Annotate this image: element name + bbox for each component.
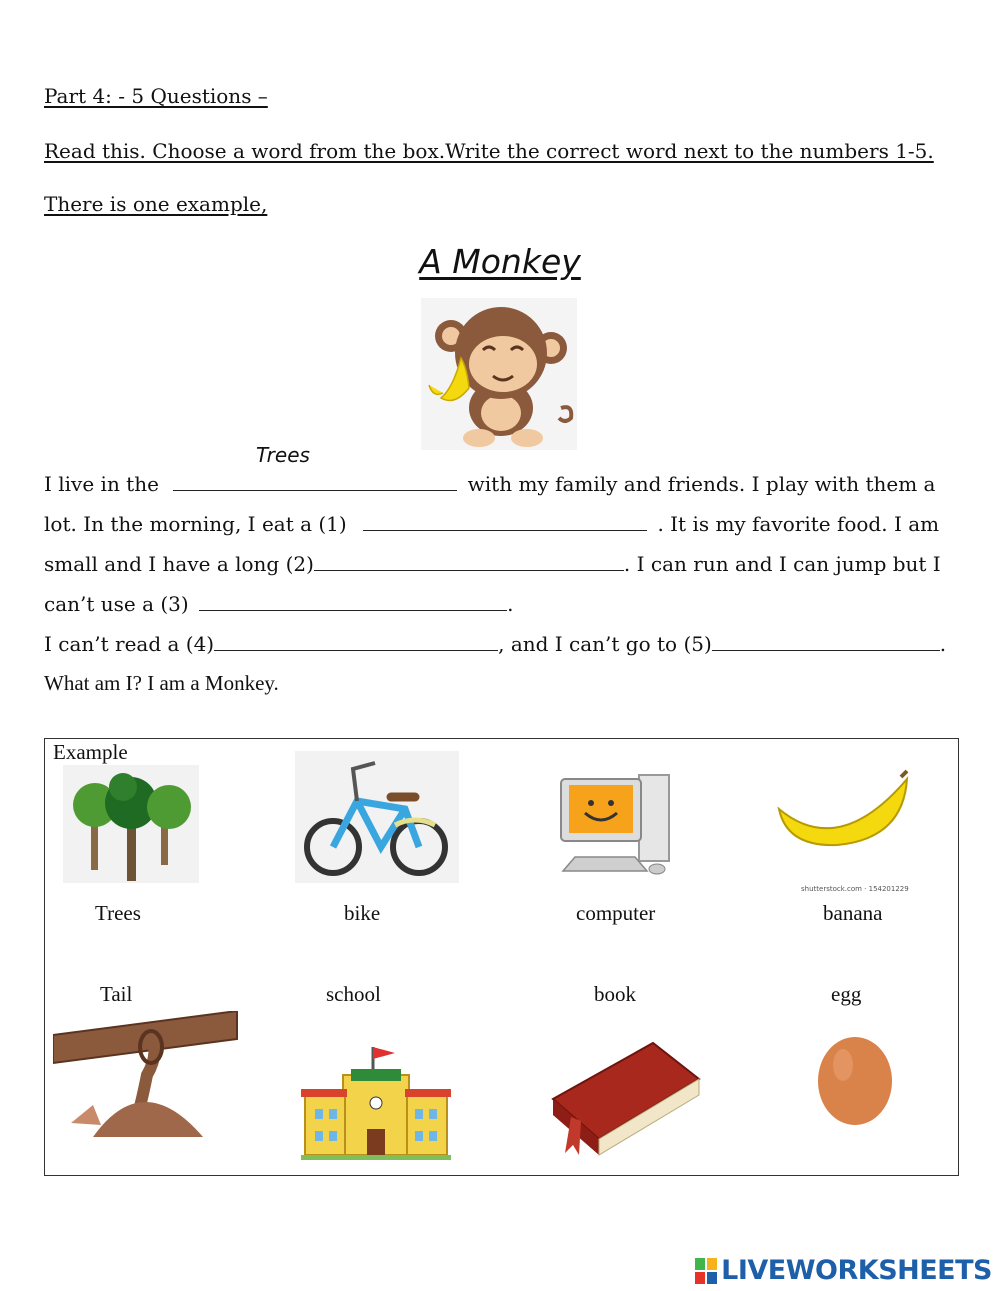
instruction-text: Read this. Choose a word from the box.Write the correct word next to the numbers 1-5.	[44, 139, 934, 163]
line1-start: I live in the	[44, 472, 159, 496]
answer-blank-4[interactable]	[214, 632, 498, 651]
word-computer: computer	[576, 901, 656, 925]
example-label: Example	[53, 740, 128, 764]
line4-end: .	[507, 592, 514, 616]
banana-image	[773, 769, 913, 859]
book-image	[543, 1039, 703, 1159]
monkey-image	[421, 298, 577, 450]
story-title: A Monkey	[419, 242, 581, 281]
word-banana: banana	[823, 901, 883, 925]
line5-middle: , and I can’t go to (5)	[498, 632, 712, 656]
word-school: school	[326, 982, 381, 1006]
word-bike: bike	[344, 901, 381, 925]
school-image	[301, 1039, 451, 1161]
word-tail: Tail	[100, 982, 133, 1006]
answer-blank-2[interactable]	[314, 552, 624, 571]
line2-end: . It is my favorite food. I am	[657, 512, 940, 536]
tail-image	[53, 1011, 238, 1137]
story-line-2	[44, 512, 939, 536]
word-book: book	[594, 982, 636, 1006]
logo-text: LIVEWORKSHEETS	[721, 1255, 992, 1286]
egg-image	[815, 1025, 895, 1125]
riddle-answer: What am I? I am a Monkey.	[44, 671, 279, 695]
line5-end: .	[939, 632, 947, 656]
live-badge-icon	[695, 1258, 717, 1284]
line3-start: small and I have a long (2)	[44, 552, 314, 576]
liveworksheets-logo	[695, 1255, 992, 1286]
word-trees: Trees	[95, 901, 141, 925]
story-line-1	[44, 472, 935, 496]
example-answer: Trees	[256, 443, 310, 467]
example-blank	[173, 472, 457, 491]
bike-image	[295, 751, 459, 883]
word-egg: egg	[831, 982, 862, 1006]
story-line-4	[44, 592, 513, 616]
computer-image	[555, 769, 675, 879]
answer-blank-1[interactable]	[363, 512, 647, 531]
line2-start: lot. In the morning, I eat a (1)	[44, 512, 347, 536]
word-box	[44, 738, 959, 1176]
line3-end: . I can run and I can jump but I	[623, 552, 941, 576]
story-line-5	[44, 632, 946, 656]
line1-end: with my family and friends. I play with them a	[467, 472, 936, 496]
part-heading: Part 4: - 5 Questions –	[44, 84, 268, 108]
trees-image	[63, 765, 199, 883]
line4-start: can’t use a (3)	[44, 592, 189, 616]
answer-blank-5[interactable]	[712, 632, 940, 651]
answer-blank-3[interactable]	[199, 592, 507, 611]
line5-start: I can’t read a (4)	[44, 632, 215, 656]
banana-credit: shutterstock.com · 154201229	[801, 885, 909, 893]
story-line-3	[44, 552, 941, 576]
example-note: There is one example,	[44, 192, 268, 216]
